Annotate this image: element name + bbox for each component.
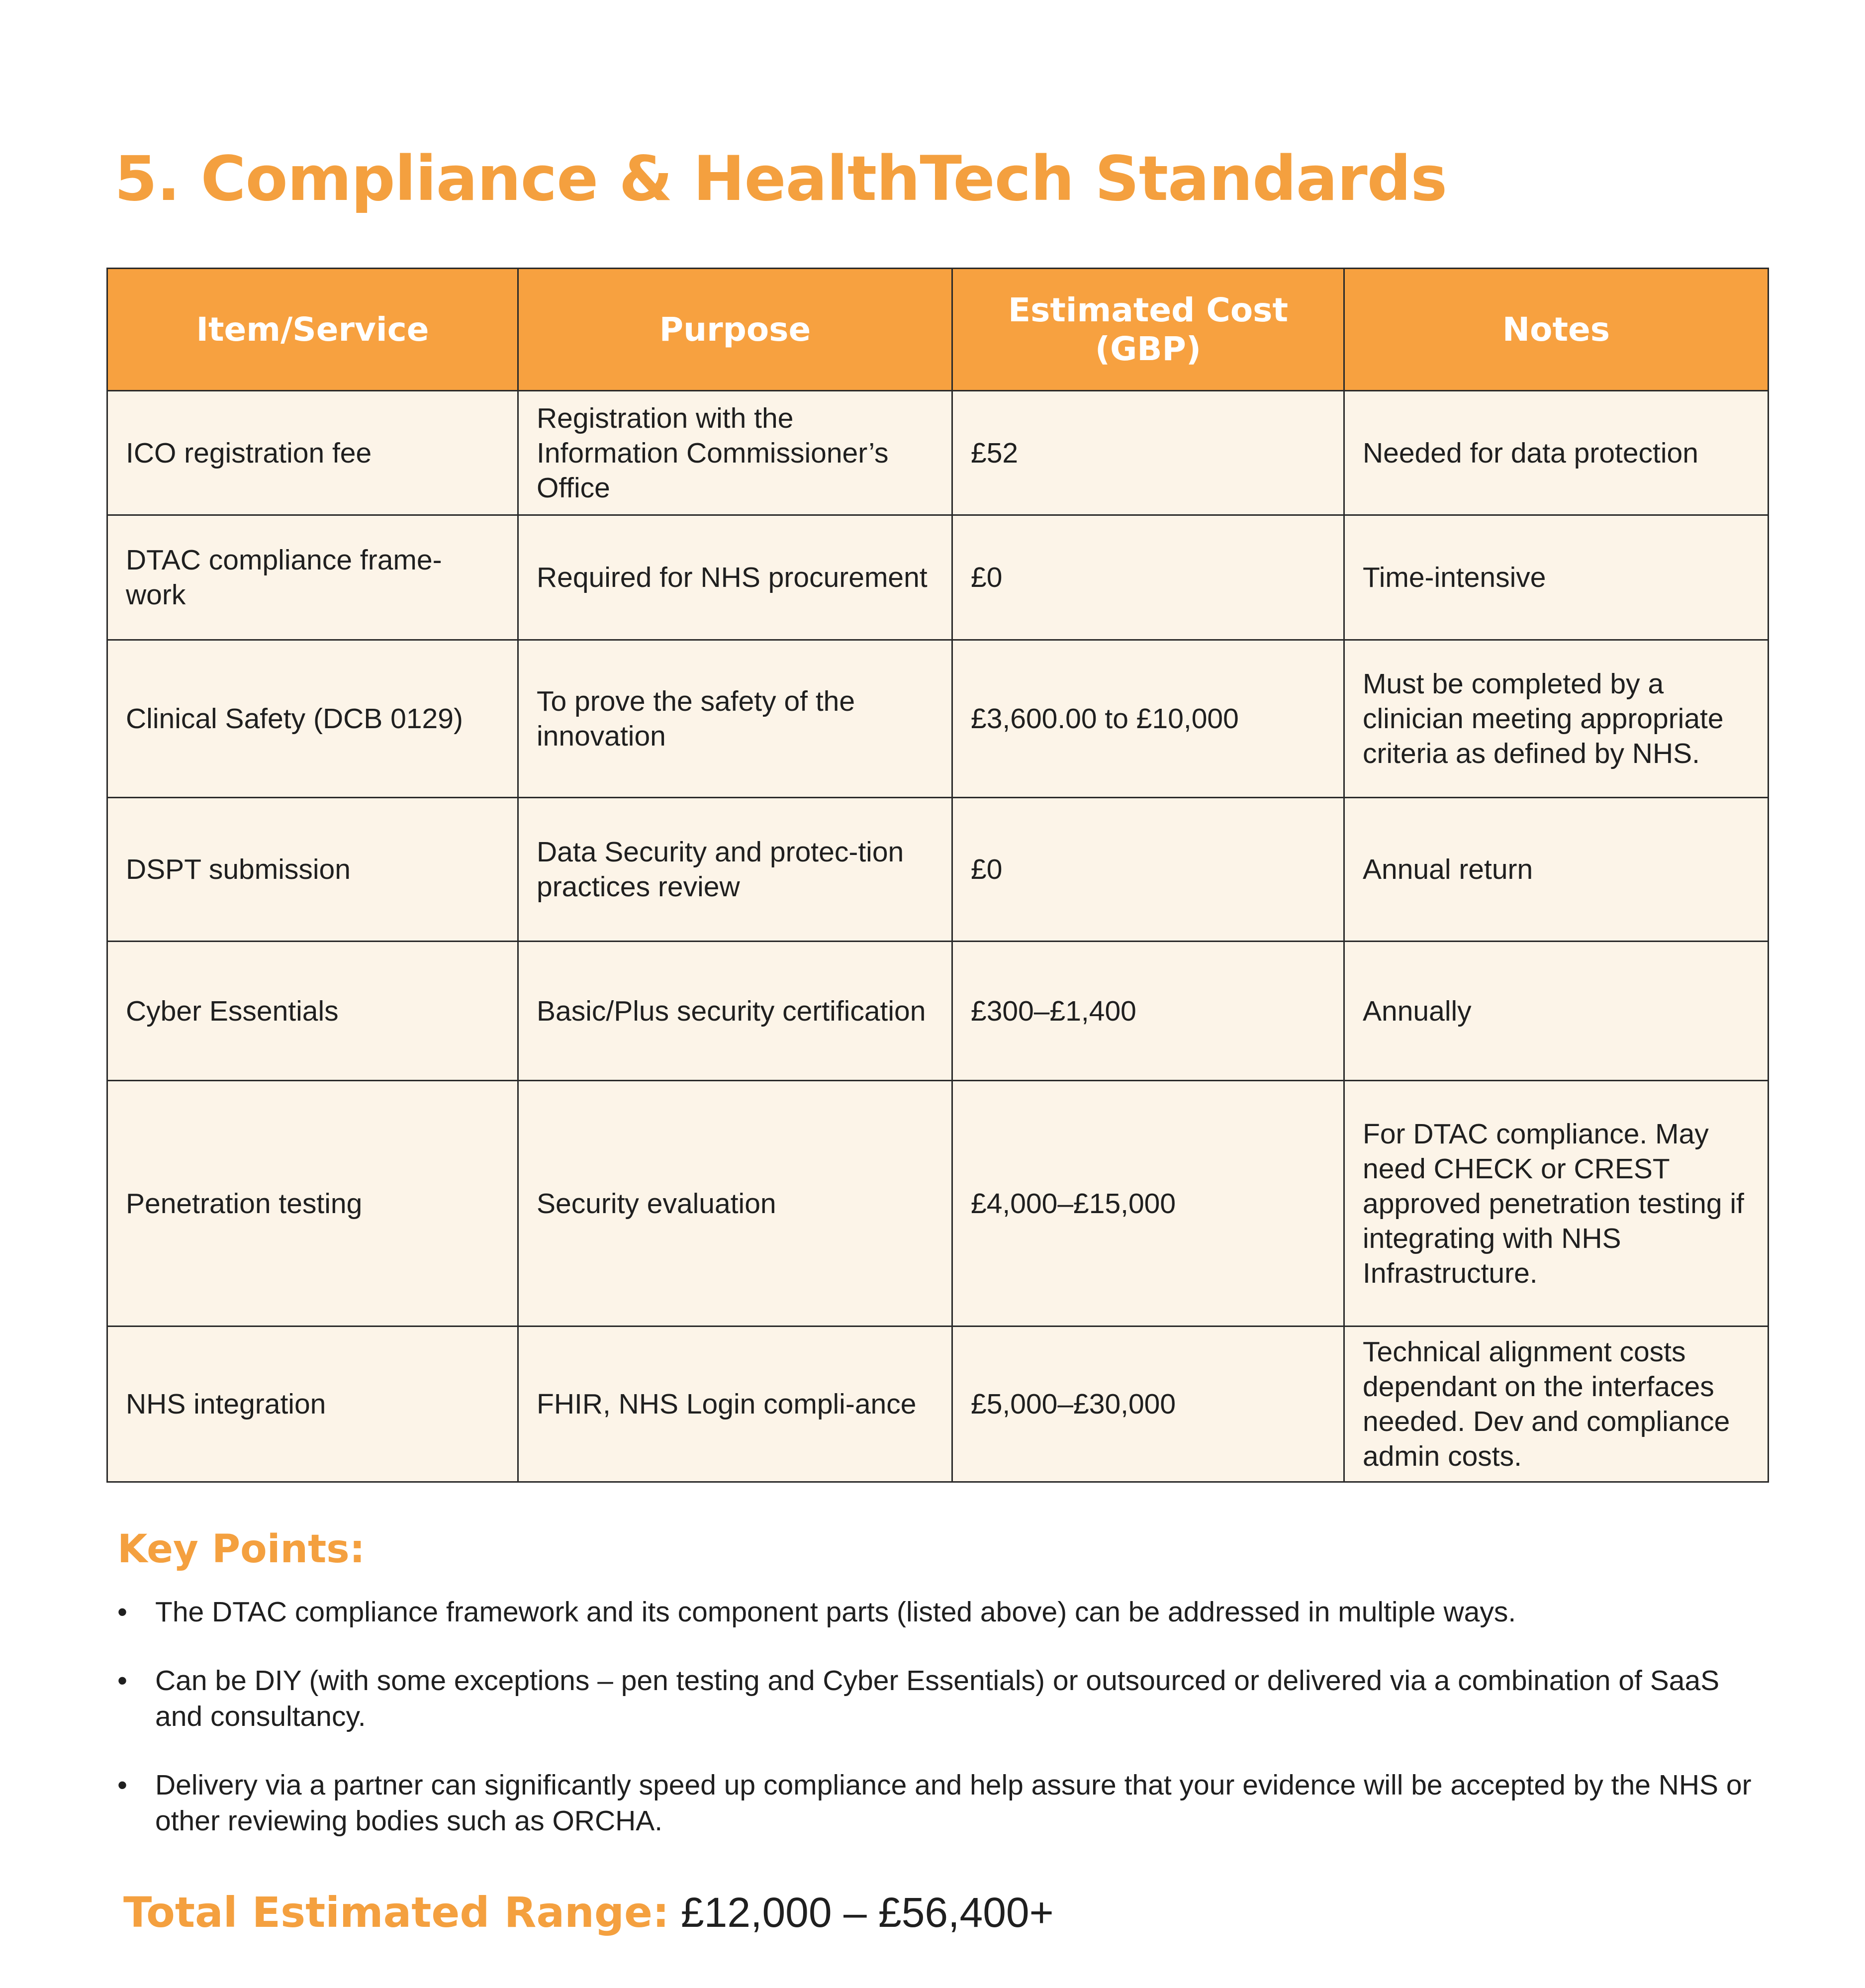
column-header-purpose: Purpose xyxy=(518,269,952,391)
cell-cost: £0 xyxy=(952,515,1344,640)
column-header-item: Item/Service xyxy=(107,269,518,391)
bullet-icon: • xyxy=(117,1596,127,1628)
bullet-icon: • xyxy=(117,1769,127,1801)
total-label: Total Estimated Range: xyxy=(123,1888,669,1937)
cell-cost: £4,000–£15,000 xyxy=(952,1081,1344,1326)
cell-notes: Needed for data protection xyxy=(1344,391,1769,515)
cell-item: Cyber Essentials xyxy=(107,942,518,1081)
cell-purpose: Data Security and protec-tion practices review xyxy=(518,798,952,942)
cell-purpose: Security evaluation xyxy=(518,1081,952,1326)
total-estimated-range xyxy=(123,1885,1054,1940)
list-item xyxy=(117,1663,1759,1734)
table-row xyxy=(107,798,1769,942)
cell-notes: Annually xyxy=(1344,942,1769,1081)
total-value: £12,000 – £56,400+ xyxy=(680,1889,1054,1936)
cell-item: NHS integration xyxy=(107,1326,518,1482)
page-title: 5. Compliance & HealthTech Standards xyxy=(114,143,1447,215)
key-point-text: The DTAC compliance framework and its component parts (listed above) can be addressed in multiple ways. xyxy=(155,1596,1516,1628)
table-row xyxy=(107,640,1769,798)
cell-notes: For DTAC compliance. May need CHECK or CREST approved penetration testing if integrating with NHS Infrastructure. xyxy=(1344,1081,1769,1326)
cell-cost: £52 xyxy=(952,391,1344,515)
table-row xyxy=(107,942,1769,1081)
key-point-text: Delivery via a partner can significantly speed up compliance and help assure that your evidence will be accepted by the NHS or other reviewing bodies such as ORCHA. xyxy=(155,1769,1752,1837)
key-point-text: Can be DIY (with some exceptions – pen testing and Cyber Essentials) or outsourced or delivered via a combination of SaaS and consultancy. xyxy=(155,1665,1720,1732)
cell-notes: Annual return xyxy=(1344,798,1769,942)
cell-purpose: FHIR, NHS Login compli-ance xyxy=(518,1326,952,1482)
column-header-notes: Notes xyxy=(1344,269,1769,391)
cell-purpose: To prove the safety of the innovation xyxy=(518,640,952,798)
key-points-title: Key Points: xyxy=(117,1527,365,1572)
cell-purpose: Basic/Plus security certification xyxy=(518,942,952,1081)
table-row xyxy=(107,1081,1769,1326)
cell-notes: Must be completed by a clinician meeting appropriate criteria as defined by NHS. xyxy=(1344,640,1769,798)
cell-cost: £0 xyxy=(952,798,1344,942)
cell-item: Clinical Safety (DCB 0129) xyxy=(107,640,518,798)
cell-purpose: Required for NHS procurement xyxy=(518,515,952,640)
compliance-cost-table xyxy=(106,268,1769,1483)
column-header-cost: Estimated Cost (GBP) xyxy=(952,269,1344,391)
table-row xyxy=(107,391,1769,515)
table-row xyxy=(107,1326,1769,1482)
cell-item: DTAC compliance frame-work xyxy=(107,515,518,640)
cell-notes: Time-intensive xyxy=(1344,515,1769,640)
cell-item: ICO registration fee xyxy=(107,391,518,515)
table-row xyxy=(107,515,1769,640)
key-points-list xyxy=(117,1594,1759,1872)
cell-cost: £5,000–£30,000 xyxy=(952,1326,1344,1482)
list-item xyxy=(117,1594,1759,1630)
cell-purpose: Registration with the Information Commissioner’s Office xyxy=(518,391,952,515)
cell-item: Penetration testing xyxy=(107,1081,518,1326)
cell-cost: £300–£1,400 xyxy=(952,942,1344,1081)
cell-cost: £3,600.00 to £10,000 xyxy=(952,640,1344,798)
bullet-icon: • xyxy=(117,1665,127,1697)
cell-item: DSPT submission xyxy=(107,798,518,942)
table-header-row xyxy=(107,269,1769,391)
cell-notes: Technical alignment costs dependant on the interfaces needed. Dev and compliance admin costs. xyxy=(1344,1326,1769,1482)
list-item xyxy=(117,1767,1759,1839)
